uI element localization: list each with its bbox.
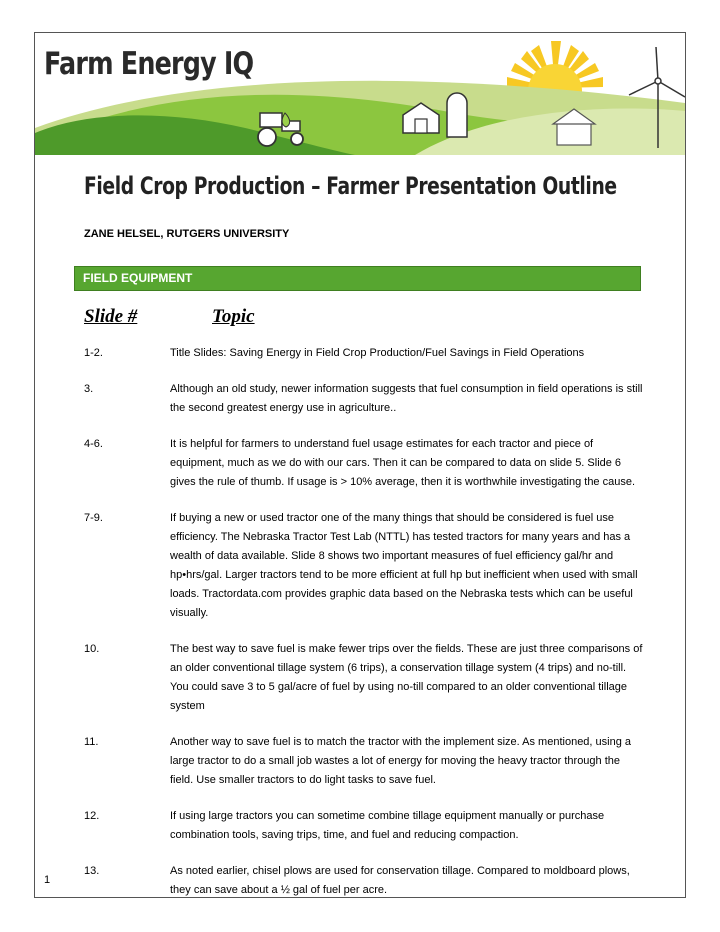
outline-row	[84, 435, 644, 492]
outline-row	[84, 807, 644, 845]
topic-text: The best way to save fuel is make fewer trips over the fields. These are just three comparisons of an older conventional tillage system (6 trips), a conservation tillage system (4 trips) and no-till. You could save 3 to 5 gal/acre of fuel by using no-till compared to an older conventional tillage system	[170, 643, 643, 712]
outline-row	[84, 733, 644, 790]
topic-text: As noted earlier, chisel plows are used for conservation tillage. Compared to moldboard plows, they can save about a ½ gal of fuel per acre.	[170, 865, 630, 896]
column-header-topic: Topic	[212, 306, 255, 327]
topic-text: It is helpful for farmers to understand fuel usage estimates for each tractor and piece of equipment, much as we do with our cars. Then it can be compared to data on slide 5. Slide 6 gives the rule of thumb. If usage is > 10% average, then it is worthwhile investigating the cause.	[170, 438, 636, 488]
topic-text: If buying a new or used tractor one of the many things that should be considered is fuel use efficiency. The Nebraska Tractor Test Lab (NTTL) has tested tractors for many years and has a wealth of data available. Slide 8 shows two important measures of fuel efficiency gal/hr and hp•hrs/gal. Larger tractors tend to be more efficient at full hp but inefficient when used with small loads. Tractordata.com provides graphic data based on the Nebraska tests which can be useful visually.	[170, 512, 638, 619]
section-header	[74, 266, 641, 291]
slide-number: 7-9.	[84, 512, 103, 524]
topic-text: If using large tractors you can sometime combine tillage equipment manually or purchase combination tools, saving trips, time, and fuel and reducing compaction.	[170, 810, 605, 841]
outline-row	[84, 640, 644, 716]
outline-list	[84, 344, 644, 917]
slide-number: 4-6.	[84, 438, 103, 450]
outline-row	[84, 509, 644, 623]
slide-number: 10.	[84, 643, 100, 655]
slide-number: 3.	[84, 383, 94, 395]
topic-text: Another way to save fuel is to match the tractor with the implement size. As mentioned, using a large tractor to do a small job wastes a lot of energy for moving the heavy tractor through the field. Use smaller tractors to do light tasks to save fuel.	[170, 736, 632, 786]
slide-number: 13.	[84, 865, 100, 877]
slide-number: 1-2.	[84, 347, 103, 359]
author-line: ZANE HELSEL, RUTGERS UNIVERSITY	[84, 228, 290, 240]
section-header-label: FIELD EQUIPMENT	[83, 271, 193, 285]
slide-number: 11.	[84, 736, 99, 748]
outline-row	[84, 344, 644, 363]
document-title: Field Crop Production – Farmer Presentation Outline	[84, 172, 617, 200]
topic-text: Title Slides: Saving Energy in Field Crop Production/Fuel Savings in Field Operations	[170, 347, 585, 359]
outline-row	[84, 862, 644, 900]
topic-text: Although an old study, newer information suggests that fuel consumption in field operations is still the second greatest energy use in agriculture..	[170, 383, 643, 414]
silo-icon	[447, 93, 467, 137]
brand-logo-text: Farm Energy IQ	[44, 46, 254, 82]
slide-number: 12.	[84, 810, 100, 822]
outline-row	[84, 380, 644, 418]
page-number: 1	[44, 874, 51, 886]
column-header-slide: Slide #	[84, 306, 138, 327]
